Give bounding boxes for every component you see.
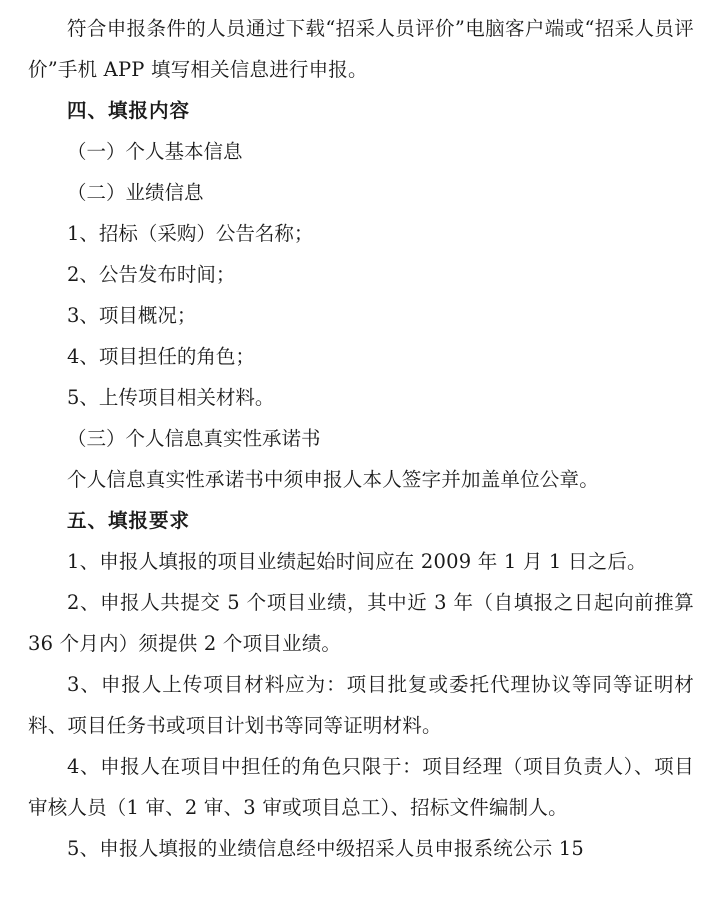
list-item-4: 4、项目担任的角色； — [67, 345, 255, 368]
list-item-5: 5、上传项目相关材料。 — [67, 386, 275, 409]
list-item-1: 1、招标（采购）公告名称； — [67, 222, 314, 245]
section-heading-five: 五、填报要求 — [67, 509, 191, 532]
requirement-3: 3、申报人上传项目材料应为：项目批复或委托代理协议等同等证明材料、项目任务书或项目计划书等同等证明材料。 — [28, 673, 694, 737]
commitment-paragraph: 个人信息真实性承诺书中须申报人本人签字并加盖单位公章。 — [67, 468, 599, 491]
subsection-one: （一）个人基本信息 — [67, 140, 243, 163]
requirement-4: 4、申报人在项目中担任的角色只限于：项目经理（项目负责人）、项目审核人员（1 审、2 审、3 审或项目总工）、招标文件编制人。 — [28, 755, 694, 819]
requirement-2: 2、申报人共提交 5 个项目业绩，其中近 3 年（自填报之日起向前推算 36 个月内）须提供 2 个项目业绩。 — [28, 591, 701, 655]
subsection-two: （二）业绩信息 — [67, 181, 204, 204]
section-heading-four: 四、填报内容 — [67, 99, 191, 122]
requirement-1: 1、申报人填报的项目业绩起始时间应在 2009 年 1 月 1 日之后。 — [67, 550, 647, 573]
requirement-5: 5、申报人填报的业绩信息经中级招采人员申报系统公示 15 — [67, 837, 585, 860]
list-item-2: 2、公告发布时间； — [67, 263, 236, 286]
intro-paragraph: 符合申报条件的人员通过下载“招采人员评价”电脑客户端或“招采人员评价”手机 APP 填写相关信息进行申报。 — [28, 17, 694, 81]
subsection-three: （三）个人信息真实性承诺书 — [67, 427, 321, 450]
list-item-3: 3、项目概况； — [67, 304, 197, 327]
